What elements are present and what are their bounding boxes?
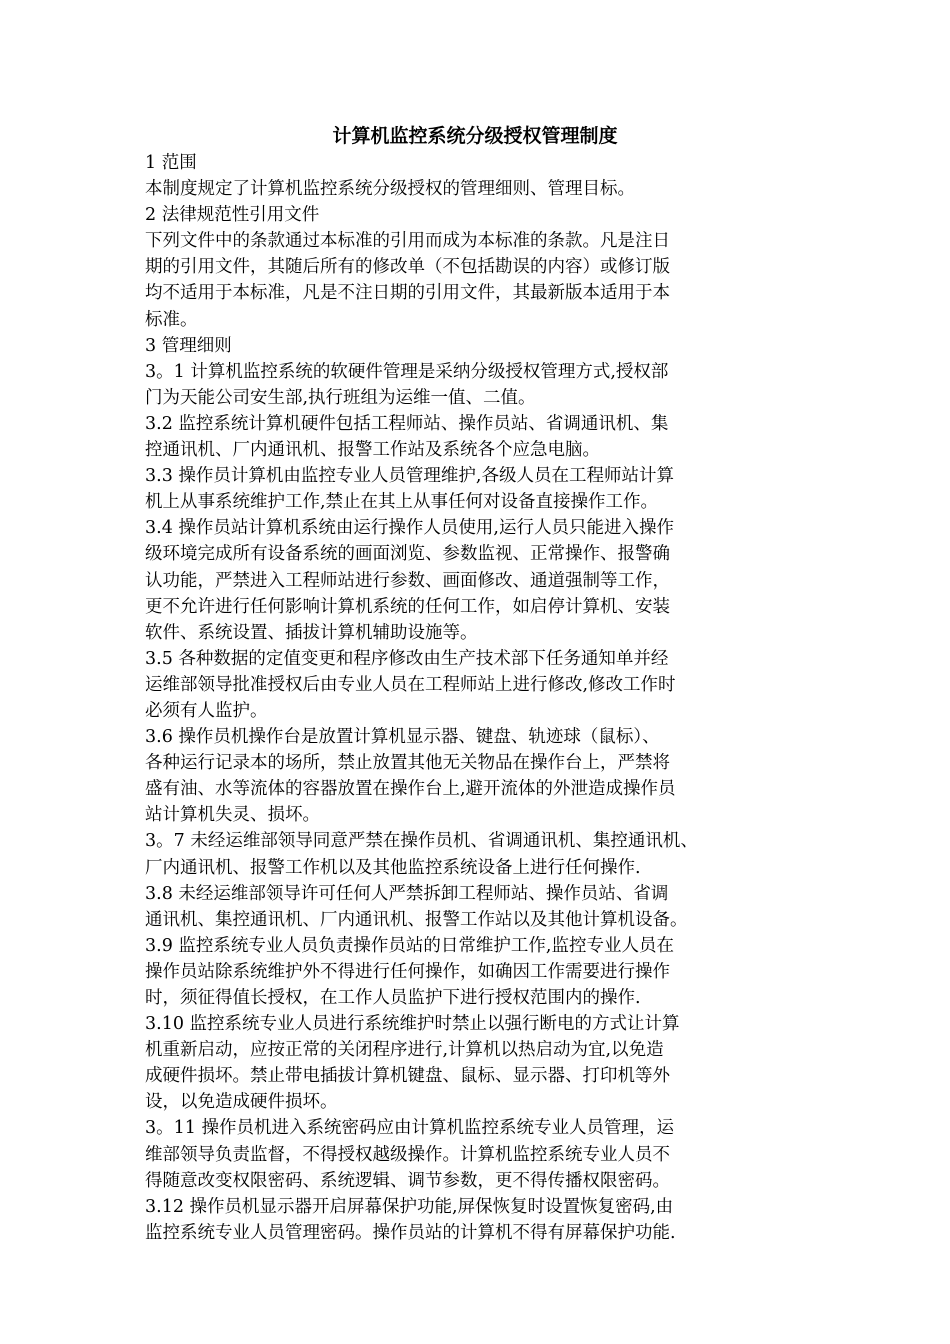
- document-line: 1 范围: [145, 153, 197, 173]
- document-line: 设，以免造成硬件损坏。: [145, 1092, 338, 1113]
- document-line: 必须有人监护。: [145, 700, 268, 721]
- document-line: 3.4 操作员站计算机系统由运行操作人员使用,运行人员只能进入操作: [145, 518, 674, 539]
- document-title: 计算机监控系统分级授权管理制度: [332, 125, 618, 147]
- document-line: 各种运行记录本的场所，禁止放置其他无关物品在操作台上，严禁将: [145, 753, 670, 774]
- document-line: 3。11 操作员机进入系统密码应由计算机监控系统专业人员管理，运: [145, 1118, 674, 1139]
- document-line: 认功能，严禁进入工程师站进行参数、画面修改、通道强制等工作，: [145, 570, 670, 591]
- document-line: 软件、系统设置、插拔计算机辅助设施等。: [145, 622, 478, 643]
- document-line: 3。7 未经运维部领导同意严禁在操作员机、省调通讯机、集控通讯机、: [145, 831, 698, 852]
- document-line: 3.6 操作员机操作台是放置计算机显示器、键盘、轨迹球（鼠标）、: [145, 727, 660, 748]
- document-line: 3.2 监控系统计算机硬件包括工程师站、操作员站、省调通讯机、集: [145, 413, 669, 434]
- document-line: 均不适用于本标准，凡是不注日期的引用文件，其最新版本适用于本: [145, 283, 670, 304]
- document-line: 操作员站除系统维护外不得进行任何操作，如确因工作需要进行操作: [145, 961, 670, 982]
- document-line: 成硬件损坏。禁止带电插拔计算机键盘、鼠标、显示器、打印机等外: [145, 1066, 670, 1087]
- document-line: 3。1 计算机监控系统的软硬件管理是采纳分级授权管理方式,授权部: [145, 361, 669, 382]
- document-line: 运维部领导批准授权后由专业人员在工程师站上进行修改,修改工作时: [145, 674, 676, 695]
- document-line: 盛有油、水等流体的容器放置在操作台上,避开流体的外泄造成操作员: [145, 779, 676, 800]
- document-line: 时，须征得值长授权，在工作人员监护下进行授权范围内的操作.: [145, 988, 641, 1008]
- document-line: 更不允许进行任何影响计算机系统的任何工作，如启停计算机、安装: [145, 596, 670, 617]
- document-line: 机上从事系统维护工作,禁止在其上从事任何对设备直接操作工作。: [145, 492, 659, 513]
- document-line: 标准。: [145, 309, 198, 330]
- document-line: 下列文件中的条款通过本标准的引用而成为本标准的条款。凡是注日: [145, 231, 670, 252]
- document-line: 3.3 操作员计算机由监控专业人员管理维护,各级人员在工程师站计算: [145, 466, 674, 487]
- document-body: [145, 150, 815, 1246]
- document-line: 得随意改变权限密码、系统逻辑、调节参数，更不得传播权限密码。: [145, 1170, 670, 1191]
- document-line: 门为天能公司安生部,执行班组为运维一值、二值。: [145, 387, 536, 408]
- document-line: 控通讯机、厂内通讯机、报警工作站及系统各个应急电脑。: [145, 440, 600, 461]
- document-line: 本制度规定了计算机监控系统分级授权的管理细则、管理目标。: [145, 179, 635, 200]
- document-line: 厂内通讯机、报警工作机以及其他监控系统设备上进行任何操作.: [145, 857, 641, 878]
- document-line: 站计算机失灵、损坏。: [145, 805, 320, 826]
- document-line: 3.12 操作员机显示器开启屏幕保护功能,屏保恢复时设置恢复密码,由: [145, 1196, 674, 1217]
- document-line: 3.9 监控系统专业人员负责操作员站的日常维护工作,监控专业人员在: [145, 935, 674, 956]
- document-line: 期的引用文件，其随后所有的修改单（不包括勘误的内容）或修订版: [145, 257, 670, 278]
- document-line: 级环境完成所有设备系统的画面浏览、参数监视、正常操作、报警确: [145, 544, 670, 565]
- document-line: 通讯机、集控通讯机、厂内通讯机、报警工作站以及其他计算机设备。: [145, 909, 688, 930]
- document-line: 监控系统专业人员管理密码。操作员站的计算机不得有屏幕保护功能.: [145, 1222, 676, 1243]
- document-line: 3.5 各种数据的定值变更和程序修改由生产技术部下任务通知单并经: [145, 648, 669, 669]
- document-line: 3.10 监控系统专业人员进行系统维护时禁止以强行断电的方式让计算: [145, 1014, 680, 1035]
- document-line: 3 管理细则: [145, 335, 232, 356]
- document-line: 3.8 未经运维部领导许可任何人严禁拆卸工程师站、操作员站、省调: [145, 883, 669, 904]
- document-line: 维部领导负责监督，不得授权越级操作。计算机监控系统专业人员不: [145, 1144, 670, 1165]
- document-line: 机重新启动，应按正常的关闭程序进行,计算机以热启动为宜,以免造: [145, 1040, 664, 1061]
- document-line: 2 法律规范性引用文件: [145, 205, 320, 226]
